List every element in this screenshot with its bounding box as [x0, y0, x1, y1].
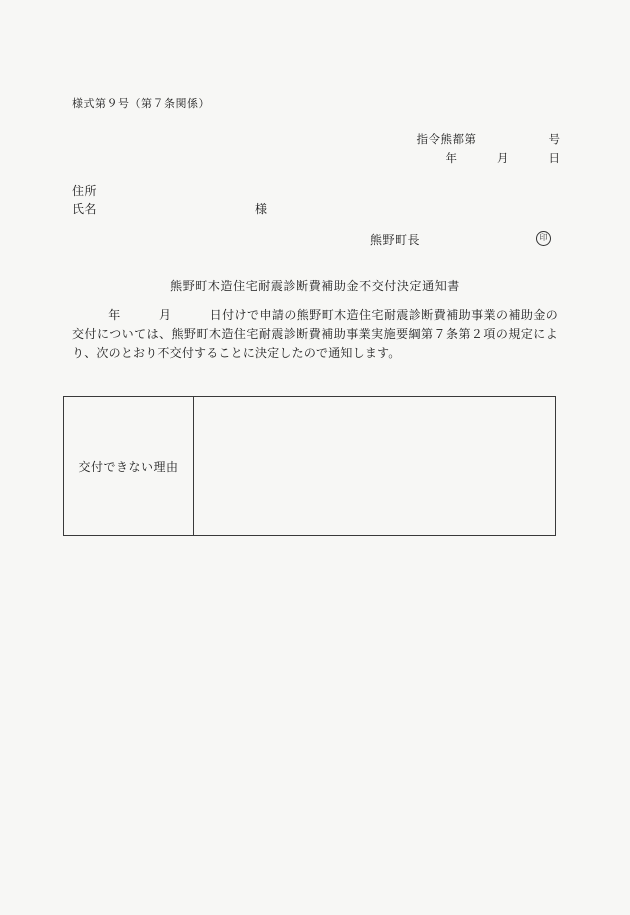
reason-table	[63, 396, 556, 536]
document-number-label: 指令熊都第	[416, 134, 477, 146]
body-line-1: 日付けで申請の熊野町木造住宅耐震診断費補助事業の補助金の交付に	[72, 308, 558, 341]
body-paragraph	[72, 306, 558, 363]
date-year-label: 年	[445, 153, 457, 165]
name-label: 氏名	[72, 202, 98, 216]
reason-label-cell: 交付できない理由	[64, 397, 194, 535]
date-month-label: 月	[497, 153, 509, 165]
date-day-label: 日	[548, 153, 560, 165]
document-number-suffix: 号	[548, 134, 560, 146]
body-line-3: とおり不交付することに決定したので通知します。	[120, 346, 401, 360]
reason-value-cell[interactable]	[194, 397, 555, 535]
name-honorific: 様	[255, 202, 268, 216]
form-number: 様式第９号（第７条関係）	[72, 98, 210, 110]
issue-date-row	[0, 150, 560, 166]
document-number-row	[0, 131, 560, 147]
recipient-name-row	[72, 200, 268, 217]
body-month-label: 月	[158, 308, 172, 322]
issuer-name: 熊野町長	[370, 233, 421, 247]
body-year-label: 年	[108, 308, 121, 322]
seal-icon: 印	[536, 231, 551, 246]
body-line-2: ついては、熊野町木造住宅耐震診断費補助事業実施要綱第７条第２項の規定により、次の	[72, 327, 558, 360]
page-title: 熊野町木造住宅耐震診断費補助金不交付決定通知書	[170, 279, 460, 293]
address-label: 住所	[72, 184, 98, 198]
